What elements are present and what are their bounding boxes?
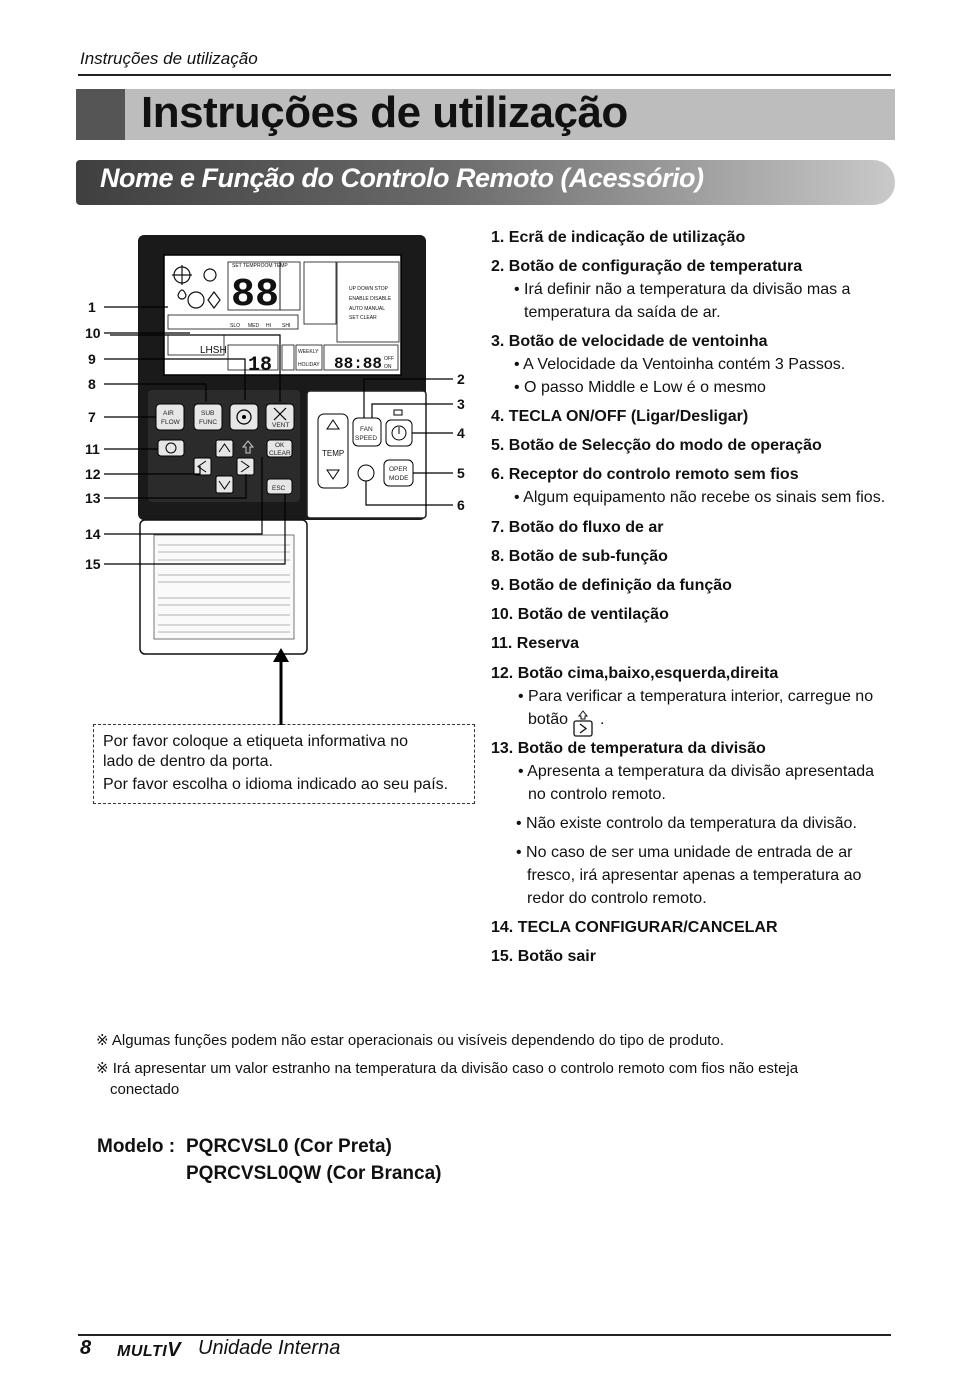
svg-text:HOLIDAY: HOLIDAY <box>298 362 320 368</box>
svg-text:OFF: OFF <box>384 356 394 362</box>
item-12-note-2: botão <box>528 711 569 728</box>
svg-text:SLO: SLO <box>230 323 241 329</box>
item-13-note-3: • Não existe controlo da temperatura da divisão. <box>516 815 857 832</box>
svg-text:ESC: ESC <box>272 485 286 492</box>
callout-2: 2 <box>457 371 465 387</box>
svg-text:AIR: AIR <box>163 410 174 417</box>
svg-text:18: 18 <box>248 354 273 377</box>
item-5: 5. Botão de Selecção do modo de operação <box>491 437 822 454</box>
callout-12: 12 <box>85 466 101 482</box>
item-10: 10. Botão de ventilação <box>491 606 669 623</box>
item-3: 3. Botão de velocidade de ventoinha <box>491 333 768 350</box>
callout-15: 15 <box>85 556 101 572</box>
item-6: 6. Receptor do controlo remoto sem fios <box>491 466 799 483</box>
footnote-1: ※ Algumas funções podem não estar operacionais ou visíveis dependendo do tipo de produto. <box>96 1032 724 1049</box>
callout-4: 4 <box>457 425 465 441</box>
svg-text:VENT: VENT <box>272 422 290 429</box>
svg-text:UP DOWN STOP: UP DOWN STOP <box>349 286 388 292</box>
info-label <box>154 535 294 639</box>
model-line-2: PQRCVSL0QW (Cor Branca) <box>186 1163 442 1184</box>
sub-func-button[interactable] <box>194 404 222 430</box>
esc-button[interactable] <box>267 479 292 494</box>
svg-text:SUB: SUB <box>201 410 215 417</box>
svg-text:OPER: OPER <box>389 466 408 473</box>
svg-text:TEMP: TEMP <box>322 449 345 458</box>
svg-text:OK: OK <box>275 442 285 449</box>
callout-1: 1 <box>88 299 96 315</box>
footnote-2-cont: conectado <box>110 1081 180 1098</box>
footer-rule <box>78 1334 891 1336</box>
fan-speed-button[interactable] <box>353 418 381 446</box>
callout-5: 5 <box>457 465 465 481</box>
brand-logo: MULTIV <box>117 1339 182 1361</box>
svg-text:LHSH: LHSH <box>200 345 227 356</box>
item-1: 1. Ecrã de indicação de utilização <box>491 229 746 246</box>
left-button[interactable] <box>194 458 211 475</box>
svg-text:SET TEMP: SET TEMP <box>232 263 257 269</box>
item-3-note-2: • O passo Middle e Low é o mesmo <box>514 379 766 396</box>
callout-13: 13 <box>85 490 101 506</box>
svg-text:FUNC: FUNC <box>199 419 218 426</box>
note-line-3: Por favor escolha o idioma indicado ao seu país. <box>103 776 449 793</box>
svg-text:ROOM TEMP: ROOM TEMP <box>257 263 288 269</box>
callout-11: 11 <box>85 441 100 457</box>
item-12-note-1: • Para verificar a temperatura interior, carregue no <box>518 688 874 705</box>
page-title: Instruções de utilização <box>141 88 628 137</box>
svg-text:88:88: 88:88 <box>334 355 383 373</box>
model-prefix: Modelo : <box>97 1136 176 1157</box>
item-3-note-1: • A Velocidade da Ventoinha contém 3 Passos. <box>514 356 846 373</box>
svg-text:FAN: FAN <box>360 426 373 433</box>
item-13: 13. Botão de temperatura da divisão <box>491 740 766 757</box>
item-9: 9. Botão de definição da função <box>491 577 732 594</box>
item-13-note-2: no controlo remoto. <box>528 786 666 803</box>
function-setting-button[interactable] <box>230 404 258 430</box>
item-13-note-5: fresco, irá apresentar apenas a temperatura ao <box>527 867 862 884</box>
note-line-1: Por favor coloque a etiqueta informativa no <box>103 733 409 750</box>
air-flow-button[interactable] <box>156 404 184 430</box>
svg-text:SET CLEAR: SET CLEAR <box>349 315 377 321</box>
oper-mode-button[interactable] <box>384 460 413 486</box>
up-button[interactable] <box>216 440 233 457</box>
page-number: 8 <box>80 1337 92 1359</box>
svg-text:HI: HI <box>266 323 271 329</box>
item-2-note-2: temperatura da saída de ar. <box>524 304 721 321</box>
ir-receiver <box>358 465 374 481</box>
callout-7: 7 <box>88 409 96 425</box>
callout-3: 3 <box>457 396 465 412</box>
note-line-2: lado de dentro da porta. <box>103 753 273 770</box>
svg-text:SPEED: SPEED <box>355 435 378 442</box>
callout-6: 6 <box>457 497 465 513</box>
item-2-note-1: • Irá definir não a temperatura da divisão mas a <box>514 281 851 298</box>
model-line-1: PQRCVSL0 (Cor Preta) <box>186 1136 392 1157</box>
svg-text:AUTO MANUAL: AUTO MANUAL <box>349 306 386 312</box>
reserve-button[interactable] <box>158 440 184 456</box>
svg-text:WEEKLY: WEEKLY <box>298 349 319 355</box>
item-8: 8. Botão de sub-função <box>491 548 668 565</box>
item-11: 11. Reserva <box>491 635 580 652</box>
item-14: 14. TECLA CONFIGURAR/CANCELAR <box>491 919 778 936</box>
footer-section: Unidade Interna <box>198 1337 341 1359</box>
callout-14: 14 <box>85 526 101 542</box>
svg-text:SHI: SHI <box>282 323 291 329</box>
callout-10: 10 <box>85 325 101 341</box>
svg-text:88: 88 <box>231 273 280 318</box>
svg-text:FLOW: FLOW <box>161 419 180 426</box>
item-2: 2. Botão de configuração de temperatura <box>491 258 803 275</box>
item-13-note-4: • No caso de ser uma unidade de entrada de ar <box>516 844 853 861</box>
svg-text:CLEAR: CLEAR <box>269 450 291 457</box>
svg-text:ON: ON <box>384 364 392 370</box>
item-6-note-1: • Algum equipamento não recebe os sinais sem fios. <box>514 489 886 506</box>
svg-text:MED: MED <box>248 323 260 329</box>
shift-right-button-icon <box>572 709 594 737</box>
footnote-2: ※ Irá apresentar um valor estranho na temperatura da divisão caso o controlo remoto com fios não esteja <box>96 1060 799 1077</box>
item-4: 4. TECLA ON/OFF (Ligar/Desligar) <box>491 408 749 425</box>
callout-8: 8 <box>88 376 96 392</box>
item-15: 15. Botão sair <box>491 948 596 965</box>
item-7: 7. Botão do fluxo de ar <box>491 519 664 536</box>
item-12-note-end: . <box>600 711 605 728</box>
svg-text:MODE: MODE <box>389 475 409 482</box>
item-13-note-1: • Apresenta a temperatura da divisão apresentada <box>518 763 875 780</box>
running-header: Instruções de utilização <box>80 49 258 68</box>
vent-button[interactable] <box>266 404 294 430</box>
item-13-note-6: redor do controlo remoto. <box>527 890 707 907</box>
ok-clear-button[interactable] <box>267 440 292 457</box>
item-12: 12. Botão cima,baixo,esquerda,direita <box>491 665 779 682</box>
section-subtitle: Nome e Função do Controlo Remoto (Acessório) <box>100 163 704 193</box>
down-button[interactable] <box>216 476 233 493</box>
callout-9: 9 <box>88 351 96 367</box>
right-button[interactable] <box>237 458 254 475</box>
temp-button[interactable] <box>318 414 348 488</box>
svg-text:ENABLE DISABLE: ENABLE DISABLE <box>349 296 392 302</box>
